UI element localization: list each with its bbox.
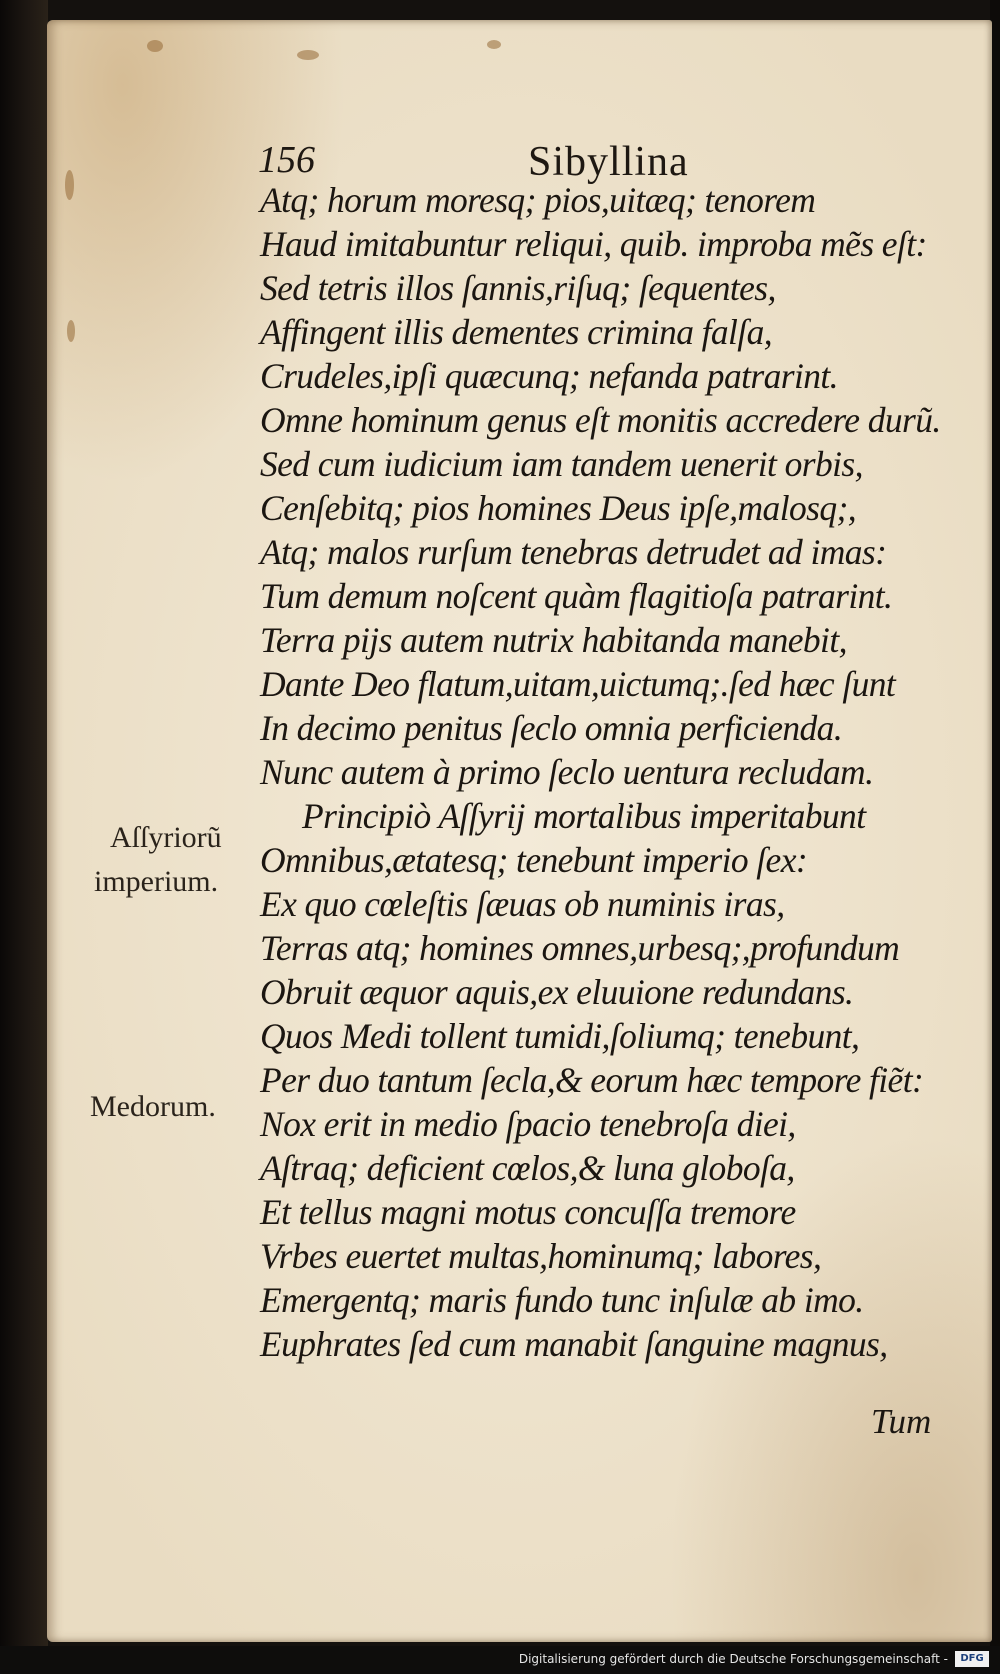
verse-line: Emergentq; maris fundo tunc inſulæ ab imo. (260, 1280, 864, 1320)
verse-line: Sed tetris illos ſannis,riſuq; ſequentes, (260, 268, 776, 308)
marginal-note: Medorum. (90, 1090, 216, 1123)
stain-spot (65, 170, 74, 200)
running-title: Sibyllina (528, 139, 689, 185)
verse-line: Atq; malos rurſum tenebras detrudet ad imas: (260, 532, 887, 572)
verse-line: Quos Medi tollent tumidi,ſoliumq; tenebunt, (260, 1016, 860, 1056)
verse-line: Nunc autem à primo ſeclo uentura recludam. (260, 752, 874, 792)
verse-line: Nox erit in medio ſpacio tenebroſa diei, (260, 1104, 796, 1144)
marginal-note: Aſſyriorũ (110, 821, 222, 854)
verse-line: Atq; horum moresq; pios,uitæq; tenorem (260, 180, 816, 220)
stain-spot (67, 320, 75, 342)
verse-line: Crudeles,ipſi quæcunq; nefanda patrarint. (260, 356, 838, 396)
verse-line: Cenſebitq; pios homines Deus ipſe,malosq;, (260, 488, 856, 528)
verse-line: Terras atq; homines omnes,urbesq;,profundum (260, 928, 900, 968)
stain-spot (297, 50, 319, 60)
verse-line: Per duo tantum ſecla,& eorum hæc tempore fiẽt: (260, 1060, 924, 1100)
marginal-note: imperium. (94, 865, 219, 898)
verse-line: Obruit æquor aquis,ex eluuione redundans. (260, 972, 854, 1012)
verse-line: Terra pijs autem nutrix habitanda manebit, (260, 620, 847, 660)
verse-line: Tum demum noſcent quàm flagitioſa patrarint. (260, 576, 893, 616)
funding-credit: Digitalisierung gefördert durch die Deutsche Forschungsgemeinschaft - (518, 1652, 948, 1666)
verse-line: Euphrates ſed cum manabit ſanguine magnus, (260, 1324, 888, 1364)
catchword: Tum (871, 1402, 932, 1441)
page-number: 156 (258, 139, 315, 181)
verse-line: Sed cum iudicium iam tandem uenerit orbis, (260, 444, 863, 484)
verse-line: Affingent illis dementes crimina falſa, (260, 312, 772, 352)
verse-line: Omne hominum genus eſt monitis accredere durũ. (260, 400, 941, 440)
verse-line: In decimo penitus ſeclo omnia perficienda. (260, 708, 843, 748)
verse-line: Aſtraq; deficient cœlos,& luna globoſa, (260, 1148, 795, 1188)
verse-line: Ex quo cœleſtis ſæuas ob numinis iras, (260, 884, 785, 924)
verse-line: Haud imitabuntur reliqui, quib. improba mẽs eſt: (260, 224, 927, 264)
verse-line: Dante Deo flatum,uitam,uictumq;.ſed hæc ſunt (260, 664, 896, 704)
binding-edge (0, 0, 48, 1674)
verse-line: Et tellus magni motus concuſſa tremore (260, 1192, 796, 1232)
verse-line: Principiò Aſſyrij mortalibus imperitabunt (302, 796, 866, 836)
verse-line: Vrbes euertet multas,hominumq; labores, (260, 1236, 822, 1276)
verse-line: Omnibus,ætatesq; tenebunt imperio ſex: (260, 840, 808, 880)
stain-spot (487, 40, 501, 49)
dfg-logo: DFG (955, 1651, 989, 1667)
stain-spot (147, 40, 163, 52)
